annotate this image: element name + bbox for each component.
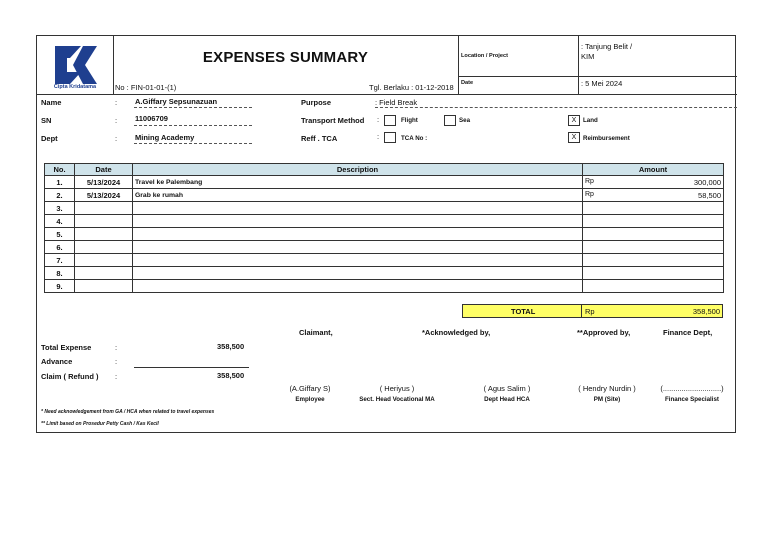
row-description bbox=[133, 241, 583, 254]
dept-value: Mining Academy bbox=[135, 133, 195, 142]
row-date bbox=[75, 267, 133, 280]
total-amount: 358,500 bbox=[692, 307, 720, 316]
row-description bbox=[133, 215, 583, 228]
row-amount bbox=[583, 280, 724, 293]
row-description: Travel ke Palembang bbox=[133, 176, 583, 189]
row-date bbox=[75, 215, 133, 228]
reimbursement-checkbox[interactable]: X bbox=[568, 132, 580, 143]
table-row bbox=[45, 280, 724, 293]
row-amount bbox=[583, 254, 724, 267]
column-header-no: No. bbox=[45, 164, 75, 176]
acknowledged-title: *Acknowledged by, bbox=[422, 328, 491, 337]
signer-role: PM (Site) bbox=[593, 396, 621, 403]
total-expense-value: 358,500 bbox=[217, 342, 245, 351]
row-description bbox=[133, 254, 583, 267]
underline bbox=[375, 107, 737, 108]
reimbursement-label: Reimbursement bbox=[583, 135, 630, 142]
table-row bbox=[45, 228, 724, 241]
colon: : bbox=[115, 98, 118, 107]
tca-checkbox[interactable] bbox=[384, 132, 396, 143]
row-amount bbox=[583, 241, 724, 254]
footnote-2: ** Limit based on Prosedur Petty Cash / Kas Kecil bbox=[41, 421, 159, 427]
signer-name: (............................) bbox=[660, 384, 724, 393]
name-value: A.Giffary Sepsunazuan bbox=[135, 97, 218, 106]
column-header-amount: Amount bbox=[583, 164, 724, 176]
row-description: Grab ke rumah bbox=[133, 189, 583, 202]
sn-value: 11006709 bbox=[135, 114, 168, 123]
row-amount bbox=[583, 176, 724, 189]
table-row bbox=[45, 267, 724, 280]
flight-checkbox[interactable] bbox=[384, 115, 396, 126]
total-label-cell bbox=[462, 304, 582, 318]
company-name: Cipta Kridatama bbox=[53, 84, 97, 90]
amount-value: 58,500 bbox=[698, 190, 721, 200]
row-number: 8. bbox=[45, 267, 75, 280]
land-label: Land bbox=[583, 117, 598, 124]
location-value-2: KIM bbox=[581, 52, 595, 61]
signer-name: ( Heriyus ) bbox=[379, 384, 415, 393]
total-label: TOTAL bbox=[511, 307, 536, 316]
row-number: 3. bbox=[45, 202, 75, 215]
expense-table bbox=[44, 163, 724, 293]
total-expense-label: Total Expense bbox=[41, 343, 92, 352]
date-value: : 5 Mei 2024 bbox=[581, 79, 623, 88]
signer-role: Finance Specialist bbox=[665, 396, 719, 403]
underline bbox=[134, 107, 252, 108]
dept-label: Dept bbox=[41, 134, 58, 143]
document-title: EXPENSES SUMMARY bbox=[202, 49, 369, 66]
signature-section-head bbox=[342, 384, 452, 403]
purpose-label: Purpose bbox=[301, 98, 332, 107]
document-number: No : FIN-01-01-(1) bbox=[115, 83, 177, 92]
row-amount bbox=[583, 215, 724, 228]
claim-value: 358,500 bbox=[217, 371, 245, 380]
total-currency: Rp bbox=[585, 307, 595, 316]
row-amount bbox=[583, 189, 724, 202]
transport-method-label: Transport Method bbox=[301, 116, 365, 125]
signer-name: ( Hendry Nurdin ) bbox=[578, 384, 636, 393]
row-date bbox=[75, 241, 133, 254]
row-date bbox=[75, 228, 133, 241]
table-row bbox=[45, 176, 724, 189]
purpose-value: : Field Break bbox=[375, 98, 418, 107]
colon: : bbox=[377, 132, 380, 141]
row-amount bbox=[583, 228, 724, 241]
row-date: 5/13/2024 bbox=[75, 176, 133, 189]
reff-tca-label: Reff . TCA bbox=[301, 134, 338, 143]
divider bbox=[458, 76, 737, 77]
colon: : bbox=[115, 357, 118, 366]
colon: : bbox=[377, 115, 380, 124]
sea-checkbox[interactable] bbox=[444, 115, 456, 126]
row-date: 5/13/2024 bbox=[75, 189, 133, 202]
row-date bbox=[75, 254, 133, 267]
row-description bbox=[133, 228, 583, 241]
sea-label: Sea bbox=[459, 117, 471, 124]
underline bbox=[134, 125, 252, 126]
currency: Rp bbox=[585, 190, 594, 198]
signer-role: Dept Head HCA bbox=[484, 396, 530, 403]
table-row bbox=[45, 189, 724, 202]
claimant-title: Claimant, bbox=[299, 328, 333, 337]
amount-value: 300,000 bbox=[693, 177, 721, 187]
signer-name: (A.Giffary S) bbox=[289, 384, 331, 393]
table-row bbox=[45, 241, 724, 254]
row-description bbox=[133, 267, 583, 280]
signature-employee bbox=[275, 384, 345, 403]
total-amount-cell bbox=[581, 304, 723, 318]
row-date bbox=[75, 280, 133, 293]
row-number: 6. bbox=[45, 241, 75, 254]
company-logo bbox=[37, 36, 113, 95]
sn-label: SN bbox=[41, 116, 52, 125]
location-label: Location / Project bbox=[461, 53, 508, 59]
colon: : bbox=[115, 343, 118, 352]
signer-name: ( Agus Salim ) bbox=[483, 384, 531, 393]
expense-form bbox=[36, 35, 736, 433]
row-amount bbox=[583, 202, 724, 215]
row-amount bbox=[583, 267, 724, 280]
signature-pm bbox=[567, 384, 647, 403]
row-number: 7. bbox=[45, 254, 75, 267]
divider bbox=[578, 36, 579, 95]
claim-label: Claim ( Refund ) bbox=[41, 372, 99, 381]
tca-number-label: TCA No : bbox=[401, 135, 428, 142]
divider bbox=[458, 36, 459, 95]
signer-role: Employee bbox=[295, 396, 325, 403]
table-row bbox=[45, 202, 724, 215]
land-checkbox[interactable]: X bbox=[568, 115, 580, 126]
column-header-description: Description bbox=[133, 164, 583, 176]
row-number: 9. bbox=[45, 280, 75, 293]
sum-line bbox=[134, 367, 249, 368]
name-label: Name bbox=[41, 98, 62, 107]
colon: : bbox=[115, 134, 118, 143]
table-row bbox=[45, 215, 724, 228]
signer-role: Sect. Head Vocational MA bbox=[359, 396, 435, 403]
finance-title: Finance Dept, bbox=[663, 328, 713, 337]
approved-title: **Approved by, bbox=[577, 328, 631, 337]
row-number: 4. bbox=[45, 215, 75, 228]
column-header-date: Date bbox=[75, 164, 133, 176]
date-label: Date bbox=[461, 80, 474, 86]
signature-dept-head bbox=[457, 384, 557, 403]
colon: : bbox=[115, 116, 118, 125]
table-header-row bbox=[45, 164, 724, 176]
row-date bbox=[75, 202, 133, 215]
colon: : bbox=[115, 372, 118, 381]
table-row bbox=[45, 254, 724, 267]
row-description bbox=[133, 202, 583, 215]
valid-from: Tgl. Berlaku : 01-12-2018 bbox=[369, 83, 454, 92]
signature-finance bbox=[649, 384, 735, 403]
row-number: 5. bbox=[45, 228, 75, 241]
currency: Rp bbox=[585, 177, 594, 185]
row-description bbox=[133, 280, 583, 293]
underline bbox=[134, 143, 252, 144]
row-number: 1. bbox=[45, 176, 75, 189]
flight-label: Flight bbox=[401, 117, 418, 124]
location-value: : Tanjung Belit / bbox=[581, 42, 633, 51]
footnote-1: * Need acknowledgement from GA / HCA when related to travel expenses bbox=[41, 409, 215, 415]
row-number: 2. bbox=[45, 189, 75, 202]
advance-label: Advance bbox=[41, 357, 73, 366]
